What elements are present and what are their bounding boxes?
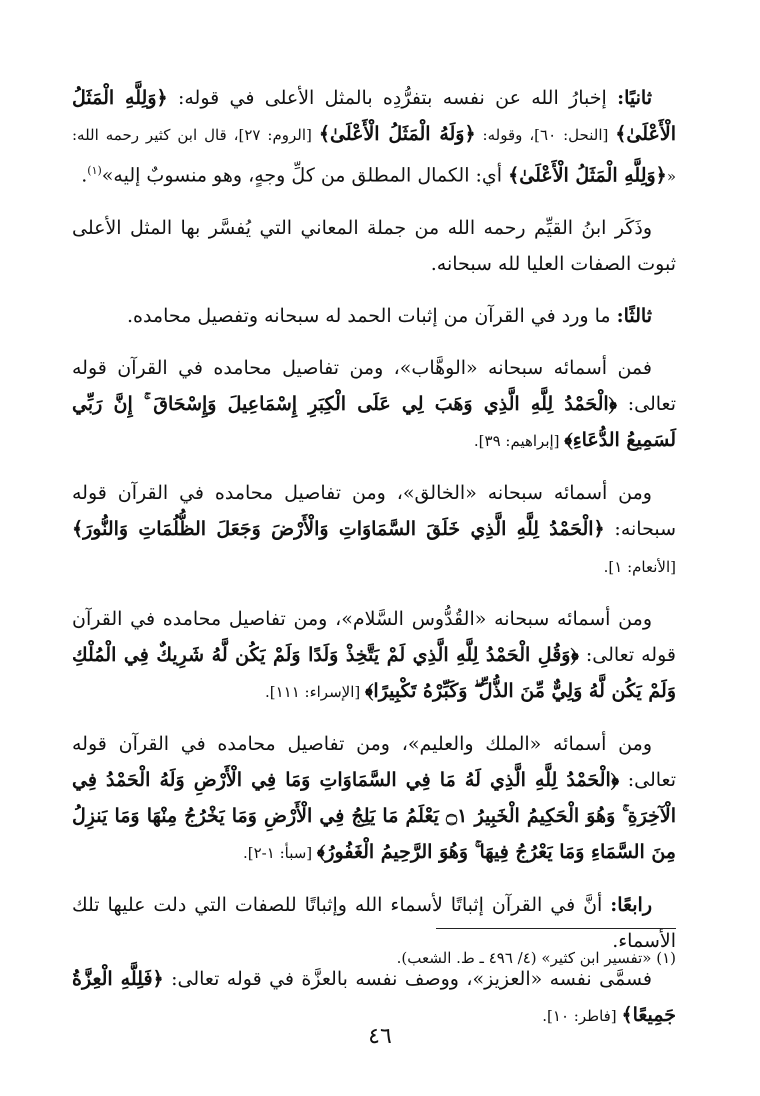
quran-verse: ﴿وَقُلِ الْحَمْدُ لِلَّهِ الَّذِي لَمْ يَتَّخِذْ وَلَدًا وَلَمْ يَكُن لَّهُ شَرِيكٌ فِي الْمُلْكِ وَلَمْ يَكُن لَّهُ وَلِيٌّ مِّنَ الذُّلِّ ۖ وَكَبِّرْهُ تَكْبِيرًا﴾ xyxy=(72,644,676,703)
footnote-divider xyxy=(436,928,676,929)
quran-verse: ﴿الْحَمْدُ لِلَّهِ الَّذِي لَهُ مَا فِي السَّمَاوَاتِ وَمَا فِي الْأَرْضِ وَلَهُ الْحَمْدُ فِي الْآخِرَةِ ۚ وَهُوَ الْحَكِيمُ الْخَبِيرُ ۝١ يَعْلَمُ مَا يَلِجُ فِي الْأَرْضِ وَمَا يَخْرُجُ مِنْهَا وَمَا يَنزِلُ مِنَ السَّمَاءِ وَمَا يَعْرُجُ فِيهَا ۚ وَهُوَ الرَّحِيمُ الْغَفُورُ﴾ xyxy=(72,769,676,864)
verse-reference: [فاطر: ١٠]. xyxy=(542,1007,622,1026)
paragraph-text: إخبارُ الله عن نفسه بتفرُّدِه بالمثل الأعلى في قوله: xyxy=(167,87,618,109)
paragraph-secondly xyxy=(72,80,676,194)
paragraph-label: رابعًا: xyxy=(610,894,652,917)
verse-reference: [الإسراء: ١١١]. xyxy=(264,683,365,702)
paragraph-al-wahhab xyxy=(72,350,676,459)
paragraph-text: وذَكَر ابنُ القيِّم رحمه الله من جملة المعاني التي يُفسَّر بها المثل الأعلى ثبوت الصفات العليا لله سبحانه. xyxy=(72,217,676,276)
quran-verse: ﴿وَلِلَّهِ الْمَثَلُ الْأَعْلَىٰ﴾ xyxy=(72,87,677,145)
paragraph-text: أي: الكمال المطلق من كلِّ وجهٍ، وهو منسوبٌ إليه» xyxy=(101,164,509,187)
quran-verse: ﴿وَلِلَّهِ الْمَثَلُ الْأَعْلَىٰ﴾ xyxy=(508,164,667,187)
footnote: (١) «تفسير ابن كثير» (٤/ ٤٩٦ ـ ط. الشعب). xyxy=(396,949,676,967)
verse-reference: [الأنعام: ١]. xyxy=(603,558,676,577)
quran-verse: ﴿وَلَهُ الْمَثَلُ الْأَعْلَىٰ﴾ xyxy=(318,123,476,145)
paragraph-end: . xyxy=(81,164,88,187)
paragraph-al-quddus xyxy=(72,601,676,710)
footnote-marker: (١) xyxy=(87,164,102,177)
verse-reference: [الروم: ٢٧]، قال ابن كثير رحمه الله: « xyxy=(72,126,676,186)
paragraph-label: ثالثًا: xyxy=(616,305,652,328)
paragraph-text: ومن أسمائه سبحانه «الخالق»، ومن تفاصيل محامده في القرآن قوله سبحانه: xyxy=(72,482,677,541)
paragraph-thirdly xyxy=(72,298,676,334)
main-text xyxy=(72,80,676,1050)
paragraph-text: فسمَّى نفسه «العزيز»، ووصف نفسه بالعزَّة في قوله تعالى: xyxy=(163,968,652,991)
paragraph-ibn-qayyim xyxy=(72,210,676,282)
verse-reference: [إبراهيم: ٣٩]. xyxy=(473,432,565,451)
paragraph-label: ثانيًا: xyxy=(617,87,652,109)
verse-reference: [سبأ: ١-٢]. xyxy=(242,844,317,863)
paragraph-al-khaliq xyxy=(72,475,676,585)
quran-verse: ﴿الْحَمْدُ لِلَّهِ الَّذِي خَلَقَ السَّمَاوَاتِ وَالْأَرْضَ وَجَعَلَ الظُّلُمَاتِ وَالنُّورَ﴾ xyxy=(72,518,605,541)
paragraph-text: أنَّ في القرآن إثباتًا لأسماء الله وإثباتًا للصفات التي دلت عليها تلك الأسماء. xyxy=(72,894,676,953)
quran-verse: ﴿فَلِلَّهِ الْعِزَّةُ جَمِيعًا﴾ xyxy=(72,968,676,1027)
verse-reference: [النحل: ٦٠]، وقوله: xyxy=(475,126,616,144)
quran-verse: ﴿الْحَمْدُ لِلَّهِ الَّذِي وَهَبَ لِي عَلَى الْكِبَرِ إِسْمَاعِيلَ وَإِسْحَاقَ ۚ إِنَّ رَبِّي لَسَمِيعُ الدُّعَاءِ﴾ xyxy=(72,393,676,452)
paragraph-text: ومن أسمائه سبحانه «القُدُّوس السَّلام»، ومن تفاصيل محامده في القرآن قوله تعالى: xyxy=(72,608,676,667)
paragraph-text: ومن أسمائه «الملك والعليم»، ومن تفاصيل محامده في القرآن قوله تعالى: xyxy=(72,733,677,792)
page-number: ٤٦ xyxy=(368,1024,392,1049)
paragraph-text: ما ورد في القرآن من إثبات الحمد له سبحانه وتفصيل محامده. xyxy=(126,305,617,328)
paragraph-al-malik xyxy=(72,726,676,871)
paragraph-text: فمن أسمائه سبحانه «الوهَّاب»، ومن تفاصيل محامده في القرآن قوله تعالى: xyxy=(72,357,676,416)
